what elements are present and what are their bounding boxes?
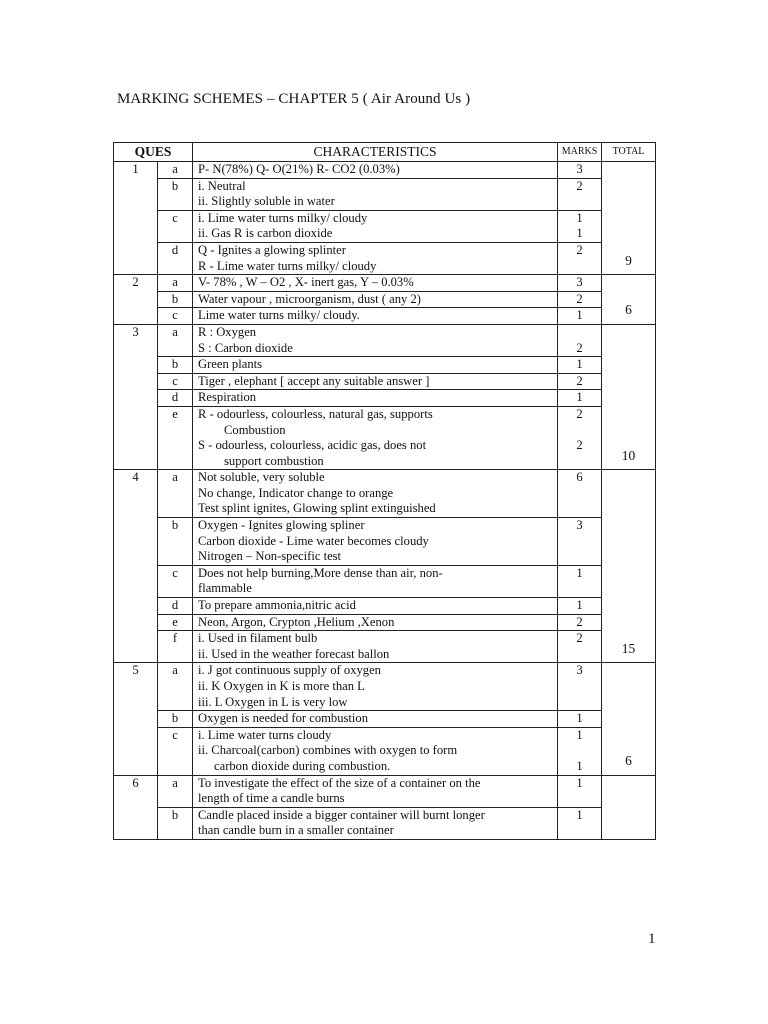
answer-line: ii. Slightly soluble in water — [198, 194, 335, 209]
mark-value: 1 — [576, 210, 583, 225]
total-cell — [602, 663, 656, 775]
header-total: TOTAL — [602, 143, 656, 162]
total-cell — [602, 775, 656, 839]
mark-value — [558, 454, 601, 470]
table-row — [114, 291, 656, 308]
part-label: f — [158, 631, 193, 663]
table-row — [114, 614, 656, 631]
mark-value: 3 — [576, 518, 583, 533]
question-number: 3 — [114, 324, 158, 469]
part-label: d — [158, 390, 193, 407]
answer-line: Not soluble, very soluble — [198, 470, 325, 485]
answer-line: S : Carbon dioxide — [198, 340, 293, 355]
answer-line: Combustion — [224, 422, 286, 437]
answer-line: Lime water turns milky/ cloudy. — [198, 308, 360, 323]
answer-line: flammable — [198, 581, 252, 596]
answer-line: i. Used in filament bulb — [198, 631, 318, 646]
question-number: 2 — [114, 275, 158, 325]
marks-cell — [558, 711, 602, 728]
part-label: d — [158, 242, 193, 274]
answer-cell — [193, 308, 558, 325]
answer-line: S - odourless, colourless, acidic gas, does not — [198, 438, 427, 453]
marks-cell — [558, 565, 602, 597]
table-row — [114, 663, 656, 711]
answer-line: To investigate the effect of the size of a container on the — [198, 775, 481, 790]
answer-cell — [193, 470, 558, 518]
answer-line: R - Lime water turns milky/ cloudy — [198, 258, 377, 273]
mark-value: 2 — [576, 614, 583, 629]
mark-value: 1 — [576, 308, 583, 323]
marks-cell — [558, 406, 602, 469]
header-marks: MARKS — [558, 143, 602, 162]
table-row — [114, 807, 656, 839]
mark-value: 2 — [576, 340, 583, 355]
table-row — [114, 178, 656, 210]
part-label: b — [158, 518, 193, 566]
answer-line: ii. K Oxygen in K is more than L — [198, 679, 365, 693]
mark-value: 2 — [576, 242, 583, 257]
mark-value — [558, 325, 601, 341]
marks-cell — [558, 518, 602, 566]
mark-value: 3 — [576, 663, 583, 678]
mark-value: 2 — [576, 631, 583, 646]
answer-cell — [193, 291, 558, 308]
answer-line: Candle placed inside a bigger container will burnt longer — [198, 807, 485, 822]
part-label: a — [158, 324, 193, 356]
total-value — [602, 833, 655, 839]
part-label: c — [158, 308, 193, 325]
total-value: 9 — [625, 252, 632, 268]
total-cell — [602, 275, 656, 325]
mark-value: 1 — [576, 727, 583, 742]
table-row — [114, 162, 656, 179]
total-cell — [602, 162, 656, 275]
table-row — [114, 727, 656, 775]
answer-line: Carbon dioxide - Lime water becomes cloudy — [198, 533, 429, 548]
answer-cell — [193, 565, 558, 597]
part-label: b — [158, 357, 193, 374]
answer-line: Neon, Argon, Crypton ,Helium ,Xenon — [198, 614, 395, 629]
part-label: a — [158, 162, 193, 179]
mark-value: 1 — [576, 390, 583, 405]
table-row — [114, 210, 656, 242]
part-label: b — [158, 807, 193, 839]
answer-cell — [193, 727, 558, 775]
document-title: MARKING SCHEMES – CHAPTER 5 ( Air Around Us ) — [117, 91, 471, 107]
question-number: 5 — [114, 663, 158, 775]
mark-value — [558, 423, 601, 439]
mark-value: 1 — [576, 598, 583, 613]
table-row — [114, 406, 656, 469]
answer-line: Tiger , elephant [ accept any suitable answer ] — [198, 373, 430, 388]
part-label: a — [158, 663, 193, 711]
table-row — [114, 711, 656, 728]
part-label: b — [158, 178, 193, 210]
part-label: c — [158, 565, 193, 597]
answer-line: Test splint ignites, Glowing splint extinguished — [198, 501, 436, 516]
mark-value: 1 — [576, 226, 583, 241]
mark-value: 1 — [576, 775, 583, 790]
answer-line: ii. Gas R is carbon dioxide — [198, 226, 333, 241]
marks-cell — [558, 275, 602, 292]
answer-cell — [193, 390, 558, 407]
mark-value: 2 — [576, 291, 583, 306]
mark-value: 2 — [576, 406, 583, 421]
answer-line: ii. Charcoal(carbon) combines with oxygen to form — [198, 743, 458, 758]
answer-cell — [193, 518, 558, 566]
marks-cell — [558, 390, 602, 407]
answer-line: Green plants — [198, 357, 263, 372]
total-value: 6 — [625, 302, 632, 318]
mark-value: 2 — [576, 438, 583, 453]
table-row — [114, 242, 656, 274]
table-body — [114, 162, 656, 840]
table-row — [114, 518, 656, 566]
mark-value: 1 — [576, 758, 583, 773]
answer-cell — [193, 711, 558, 728]
part-label: b — [158, 291, 193, 308]
marks-cell — [558, 470, 602, 518]
question-number: 6 — [114, 775, 158, 839]
answer-line: R : Oxygen — [198, 324, 257, 339]
answer-line: Does not help burning,More dense than air, non- — [198, 565, 443, 580]
question-number: 4 — [114, 470, 158, 663]
header-row — [114, 143, 656, 162]
answer-line: i. Neutral — [198, 178, 246, 193]
answer-line: R - odourless, colourless, natural gas, supports — [198, 406, 433, 421]
marks-cell — [558, 178, 602, 210]
answer-line: ii. Used in the weather forecast ballon — [198, 646, 390, 661]
part-label: b — [158, 711, 193, 728]
answer-line: Nitrogen – Non-specific test — [198, 549, 342, 564]
total-value: 6 — [625, 752, 632, 768]
header-ques: QUES — [114, 143, 193, 162]
answer-line: V- 78% , W – O2 , X- inert gas, Y – 0.03% — [198, 275, 414, 290]
answer-line: than candle burn in a smaller container — [198, 823, 394, 838]
answer-line: iii. L Oxygen in L is very low — [198, 694, 348, 709]
mark-value: 3 — [576, 162, 583, 176]
marks-cell — [558, 162, 602, 179]
table-row — [114, 631, 656, 663]
answer-cell — [193, 324, 558, 356]
part-label: c — [158, 210, 193, 242]
answer-cell — [193, 775, 558, 807]
total-cell — [602, 470, 656, 663]
mark-value: 2 — [576, 373, 583, 388]
answer-line: i. Lime water turns milky/ cloudy — [198, 210, 368, 225]
answer-cell — [193, 373, 558, 390]
table-row — [114, 308, 656, 325]
marks-cell — [558, 807, 602, 839]
marks-cell — [558, 210, 602, 242]
question-number: 1 — [114, 162, 158, 275]
table-row — [114, 775, 656, 807]
answer-line: support combustion — [224, 453, 324, 468]
part-label: a — [158, 470, 193, 518]
marks-cell — [558, 324, 602, 356]
mark-value: 1 — [576, 357, 583, 372]
total-value: 10 — [621, 447, 636, 463]
part-label: e — [158, 406, 193, 469]
answer-cell — [193, 210, 558, 242]
answer-cell — [193, 275, 558, 292]
answer-line: length of time a candle burns — [198, 791, 345, 806]
answer-line: Oxygen - Ignites glowing spliner — [198, 518, 365, 533]
answer-cell — [193, 663, 558, 711]
answer-line: Water vapour , microorganism, dust ( any 2) — [198, 291, 421, 306]
part-label: a — [158, 275, 193, 292]
answer-cell — [193, 357, 558, 374]
marks-cell — [558, 631, 602, 663]
table-row — [114, 390, 656, 407]
marks-cell — [558, 663, 602, 711]
table-row — [114, 598, 656, 615]
answer-cell — [193, 807, 558, 839]
table-row — [114, 470, 656, 518]
answer-line: i. Lime water turns cloudy — [198, 727, 332, 742]
part-label: e — [158, 614, 193, 631]
total-value: 15 — [621, 640, 636, 656]
answer-line: Oxygen is needed for combustion — [198, 711, 368, 726]
marks-cell — [558, 373, 602, 390]
answer-cell — [193, 178, 558, 210]
answer-line: To prepare ammonia,nitric acid — [198, 598, 356, 613]
answer-cell — [193, 162, 558, 179]
mark-value: 6 — [576, 470, 583, 485]
mark-value: 3 — [576, 275, 583, 290]
answer-cell — [193, 614, 558, 631]
part-label: d — [158, 598, 193, 615]
table-row — [114, 357, 656, 374]
table-row — [114, 565, 656, 597]
answer-line: P- N(78%) Q- O(21%) R- CO2 (0.03%) — [198, 162, 400, 176]
mark-value: 1 — [576, 807, 583, 822]
part-label: a — [158, 775, 193, 807]
part-label: c — [158, 727, 193, 775]
marks-cell — [558, 242, 602, 274]
marks-cell — [558, 291, 602, 308]
marks-cell — [558, 775, 602, 807]
marks-cell — [558, 614, 602, 631]
table-row — [114, 373, 656, 390]
answer-cell — [193, 598, 558, 615]
total-cell — [602, 324, 656, 469]
mark-value: 1 — [576, 565, 583, 580]
table-row — [114, 275, 656, 292]
answer-cell — [193, 631, 558, 663]
answer-cell — [193, 242, 558, 274]
answer-line: No change, Indicator change to orange — [198, 485, 394, 500]
answer-line: Respiration — [198, 390, 257, 405]
mark-value: 1 — [576, 711, 583, 726]
mark-value: 2 — [576, 178, 583, 193]
page-number: 1 — [648, 931, 656, 947]
marks-cell — [558, 598, 602, 615]
table-row — [114, 324, 656, 356]
header-characteristics: CHARACTERISTICS — [193, 143, 558, 162]
marks-cell — [558, 357, 602, 374]
answer-cell — [193, 406, 558, 469]
marks-cell — [558, 308, 602, 325]
answer-line: Q - Ignites a glowing splinter — [198, 242, 346, 257]
marking-scheme-table — [113, 142, 656, 840]
answer-line: i. J got continuous supply of oxygen — [198, 663, 381, 678]
part-label: c — [158, 373, 193, 390]
marks-cell — [558, 727, 602, 775]
mark-value — [558, 743, 601, 759]
answer-line: carbon dioxide during combustion. — [214, 758, 391, 773]
